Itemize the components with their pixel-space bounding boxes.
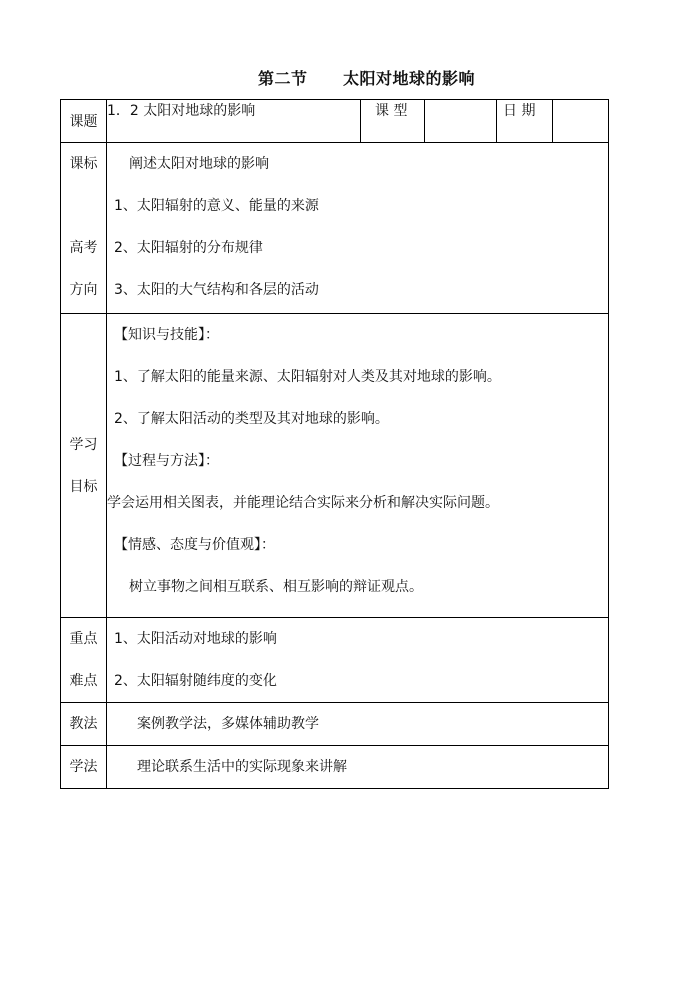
learning-method-row xyxy=(61,746,609,789)
curriculum-line: 2、太阳辐射的分布规律 xyxy=(114,240,263,256)
objectives-content xyxy=(107,314,609,618)
curriculum-content xyxy=(107,143,609,314)
teaching-method-content xyxy=(107,703,609,746)
curriculum-label-cell xyxy=(61,143,107,314)
topic-label: 课题 xyxy=(61,100,107,143)
key-points-label-cell xyxy=(61,618,107,703)
teaching-method-label-cell xyxy=(61,703,107,746)
key-points-content xyxy=(107,618,609,703)
header-row xyxy=(61,100,609,143)
exam-label: 高考 xyxy=(69,240,98,256)
key-points-label-2: 难点 xyxy=(69,673,98,689)
key-point-line: 1、太阳活动对地球的影响 xyxy=(114,631,277,647)
objectives-line: 树立事物之间相互联系、相互影响的辩证观点。 xyxy=(129,579,423,595)
teaching-method-label: 教法 xyxy=(69,716,98,732)
objectives-heading: 【过程与方法】： xyxy=(114,453,219,469)
section-topic: 太阳对地球的影响 xyxy=(343,69,476,88)
objectives-line: 学会运用相关图表，并能理论结合实际来分析和解决实际问题。 xyxy=(107,495,499,511)
curriculum-label: 课标 xyxy=(69,156,98,172)
topic-value: 1．2 太阳对地球的影响 xyxy=(107,100,361,143)
teaching-method-row xyxy=(61,703,609,746)
objectives-line: 2、了解太阳活动的类型及其对地球的影响。 xyxy=(114,411,389,427)
key-points-row xyxy=(61,618,609,703)
curriculum-line: 1、太阳辐射的意义、能量的来源 xyxy=(114,198,319,214)
section-number: 第二节 xyxy=(258,69,308,88)
date-value xyxy=(553,100,609,143)
lesson-plan-table xyxy=(60,99,609,789)
objectives-label-2: 目标 xyxy=(69,478,98,495)
type-value xyxy=(425,100,497,143)
key-points-label-1: 重点 xyxy=(69,631,98,647)
curriculum-line: 3、太阳的大气结构和各层的活动 xyxy=(114,282,319,298)
teaching-method-value: 案例教学法，多媒体辅助教学 xyxy=(137,716,319,732)
learning-method-content xyxy=(107,746,609,789)
date-label: 日 期 xyxy=(497,100,553,143)
objectives-heading: 【情感、态度与价值观】： xyxy=(114,537,275,553)
objectives-row xyxy=(61,314,609,618)
curriculum-line: 阐述太阳对地球的影响 xyxy=(129,156,269,172)
objectives-label-1: 学习 xyxy=(69,436,98,453)
learning-method-value: 理论联系生活中的实际现象来讲解 xyxy=(137,759,347,775)
learning-method-label: 学法 xyxy=(69,759,98,775)
objectives-line: 1、了解太阳的能量来源、太阳辐射对人类及其对地球的影响。 xyxy=(114,369,501,385)
key-point-line: 2、太阳辐射随纬度的变化 xyxy=(114,673,277,689)
direction-label: 方向 xyxy=(69,282,98,298)
type-label: 课 型 xyxy=(361,100,425,143)
objectives-label-cell xyxy=(61,314,107,618)
objectives-heading: 【知识与技能】： xyxy=(114,327,219,343)
curriculum-row xyxy=(61,143,609,314)
learning-method-label-cell xyxy=(61,746,107,789)
